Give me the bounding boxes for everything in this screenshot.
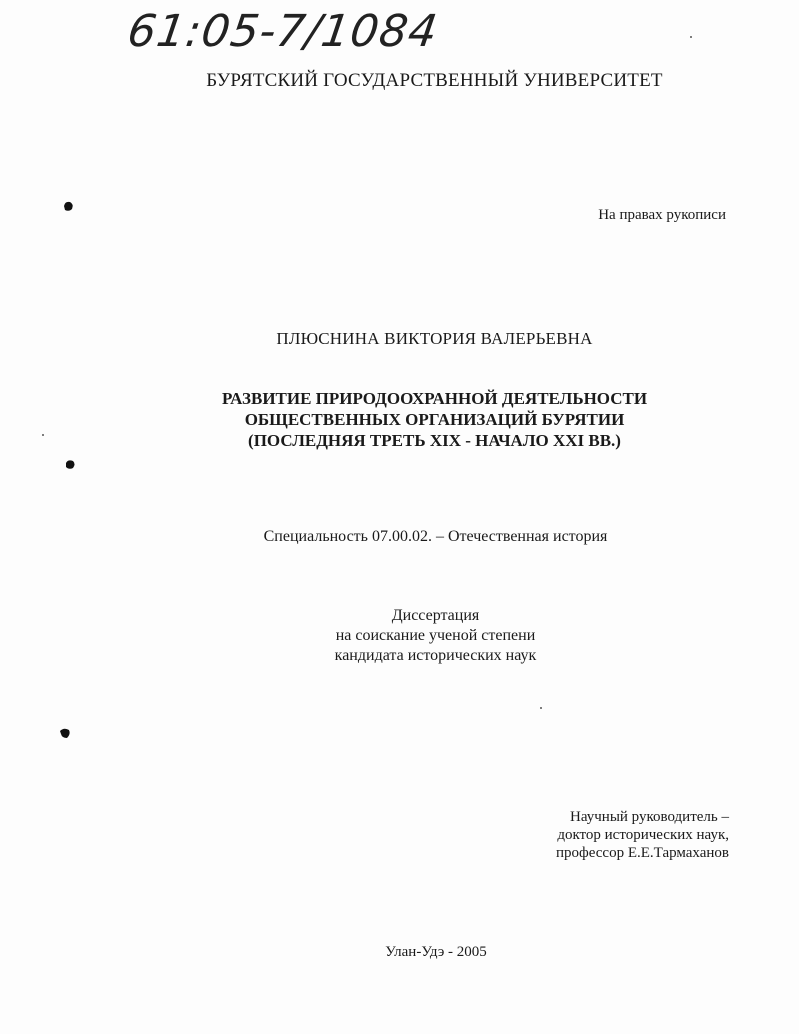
degree-line: Диссертация (391, 607, 480, 624)
rights-note: На правах рукописи (598, 207, 726, 223)
scan-speck (540, 707, 542, 709)
supervisor-line: профессор Е.Е.Тармаханов (555, 845, 729, 861)
city-year-text: Улан-Удэ - 2005 (385, 944, 487, 960)
degree-line: на соискание ученой степени (335, 627, 536, 644)
supervisor-block (556, 808, 729, 862)
author-name (0, 329, 799, 349)
handwritten-archive-number: 61:05-7/1084 (124, 6, 442, 57)
university-name-text: БУРЯТСКИЙ ГОСУДАРСТВЕННЫЙ УНИВЕРСИТЕТ (206, 70, 663, 91)
punch-hole-mark-icon (62, 200, 74, 212)
supervisor-line: доктор исторических наук, (557, 827, 729, 843)
scan-speck (42, 434, 44, 436)
specialty-text: Специальность 07.00.02. – Отечественная история (263, 528, 608, 545)
punch-hole-mark-icon (59, 727, 71, 739)
dissertation-title (0, 388, 799, 451)
author-name-text: ПЛЮСНИНА ВИКТОРИЯ ВАЛЕРЬЕВНА (276, 329, 593, 348)
punch-hole-mark-icon (64, 458, 76, 470)
university-name (0, 70, 799, 92)
degree-line: кандидата исторических наук (334, 647, 537, 664)
degree-statement (0, 606, 799, 666)
title-line: РАЗВИТИЕ ПРИРОДООХРАННОЙ ДЕЯТЕЛЬНОСТИ (221, 389, 648, 408)
city-year (0, 944, 799, 961)
title-line: (ПОСЛЕДНЯЯ ТРЕТЬ XIX - НАЧАЛО XXI ВВ.) (248, 431, 621, 450)
specialty (0, 528, 799, 546)
title-line: ОБЩЕСТВЕННЫХ ОРГАНИЗАЦИЙ БУРЯТИИ (244, 410, 625, 429)
scan-speck (690, 36, 692, 38)
supervisor-line: Научный руководитель – (570, 809, 729, 825)
